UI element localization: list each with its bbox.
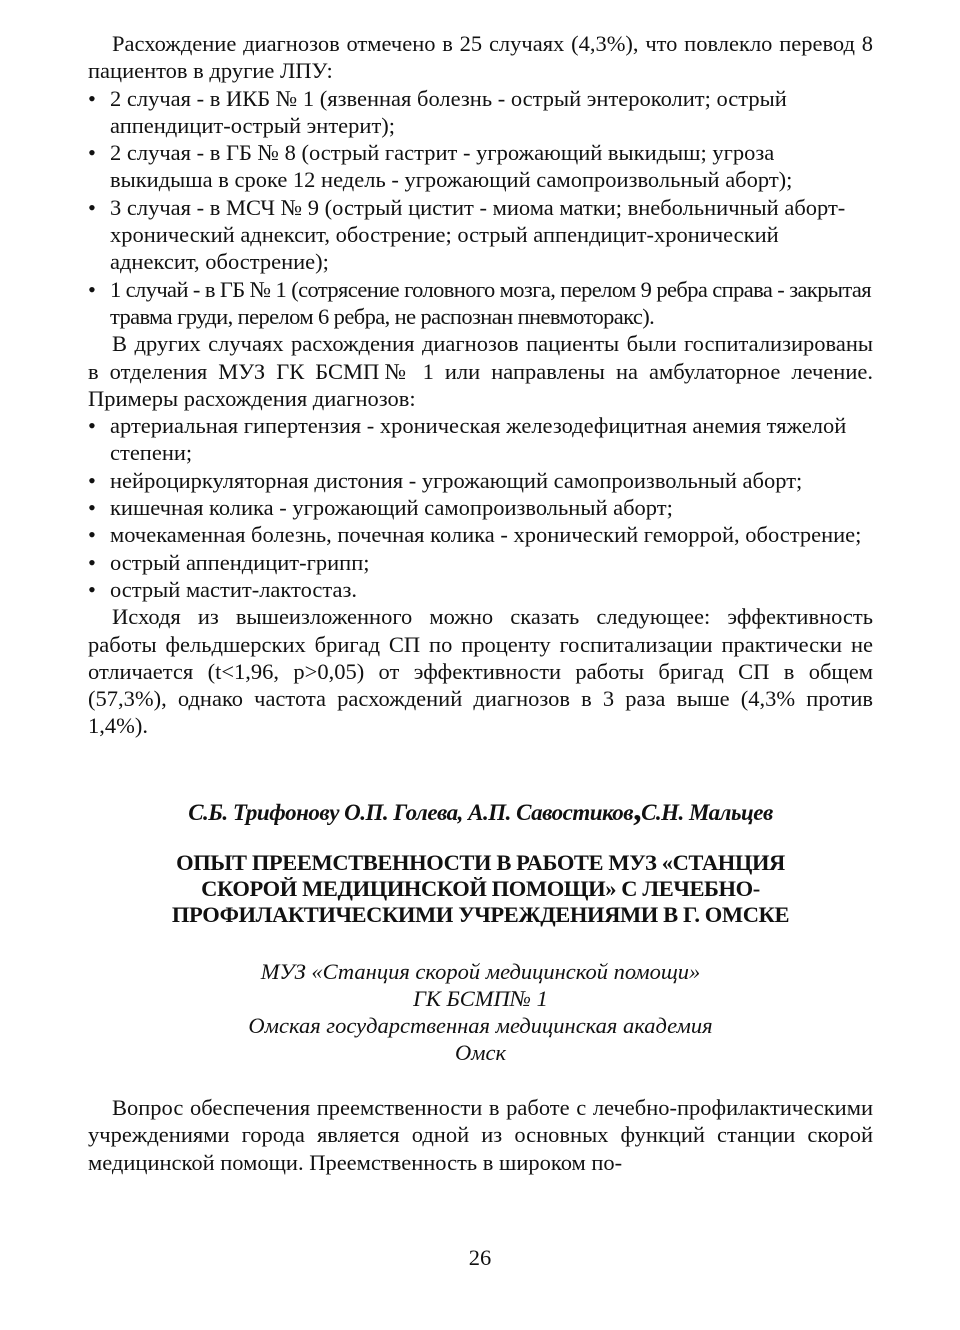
bullet-icon: •: [88, 495, 96, 521]
article-authors: С.Б. Трифонову О.П. Голева, А.П. Савостиков,С.Н. Мальцев: [188, 790, 773, 828]
bullet-icon: •: [88, 276, 96, 302]
list-item: • артериальная гипертензия - хроническая железодефицитная анемия тяжелой степени;: [88, 413, 847, 466]
paragraph-discrepancy: Расхождение диагнозов отмечено в 25 случаях (4,3%), что повлекло перевод 8 пациентов в другие ЛПУ:: [88, 31, 873, 84]
list-item: • острый аппендицит-грипп;: [88, 549, 370, 575]
list-item: • кишечная колика - угрожающий самопроизвольный аборт;: [88, 495, 673, 521]
bullet-icon: •: [88, 576, 96, 602]
transfer-list: [88, 85, 873, 331]
paragraph-conclusion: Исходя из вышеизложенного можно сказать следующее: эффективность работы фельдшерских бригад СП по проценту госпитализации практически не отличается (t<1,96, p>0,05) от эффективности работы бригад СП в общем (57,3%), однако частота расхождений диагнозов в 3 раза выше (4,3% против 1,4%).: [88, 604, 873, 739]
list-item: • мочекаменная болезнь, почечная колика - хронический геморрой, обострение;: [88, 522, 862, 548]
bullet-icon: •: [88, 194, 96, 220]
bullet-icon: •: [88, 522, 96, 548]
page-content: [88, 30, 873, 1176]
article-title: ОПЫТ ПРЕЕМСТВЕННОСТИ В РАБОТЕ МУЗ «СТАНЦИЯ СКОРОЙ МЕДИЦИНСКОЙ ПОМОЩИ» С ЛЕЧЕБНО- ПРОФИЛАКТИЧЕСКИМИ УЧРЕЖДЕНИЯМИ В Г. ОМСКЕ: [171, 850, 790, 928]
article-intro: Вопрос обеспечения преемственности в работе с лечебно-профилактическими учреждениями города является одной из основных функций станции скорой медицинской помощи. Преемственность в широком по-: [88, 1095, 873, 1175]
list-item: • нейроциркуляторная дистония - угрожающий самопроизвольный аборт;: [88, 467, 803, 493]
bullet-icon: •: [88, 85, 96, 111]
bullet-icon: •: [88, 467, 96, 493]
bullet-icon: •: [88, 549, 96, 575]
page-number: 26: [468, 1245, 492, 1270]
list-item: • 2 случая - в ИКБ № 1 (язвенная болезнь - острый энтероколит; острый аппендицит-острый энтерит);: [88, 85, 787, 138]
article-affiliation: МУЗ «Станция скорой медицинской помощи» ГК БСМП№ 1 Омская государственная медицинская академия Омск: [248, 959, 713, 1066]
paragraph-other-cases: В других случаях расхождения диагнозов пациенты были госпитализированы в отделения МУЗ ГК БСМП№ 1 или направлены на амбулаторное лечение. Примеры расхождения диагнозов:: [88, 331, 873, 411]
list-item: • 3 случая - в МСЧ № 9 (острый цистит - миома матки; внебольничный аборт-хронический аднексит, обострение; острый аппендицит-хронический аднексит, обострение);: [88, 194, 846, 275]
list-item: • 2 случая - в ГБ № 8 (острый гастрит - угрожающий выкидыш; угроза выкидыша в сроке 12 недель - угрожающий самопроизвольный аборт);: [88, 140, 793, 193]
bullet-icon: •: [88, 413, 96, 439]
list-item: • 1 случай - в ГБ № 1 (сотрясение головного мозга, перелом 9 ребра справа - закрытая травма груди, перелом 6 ребра, не распознан пневмоторакс).: [88, 276, 872, 329]
bullet-icon: •: [88, 140, 96, 166]
examples-list: [88, 412, 873, 603]
list-item: • острый мастит-лактостаз.: [88, 576, 357, 602]
